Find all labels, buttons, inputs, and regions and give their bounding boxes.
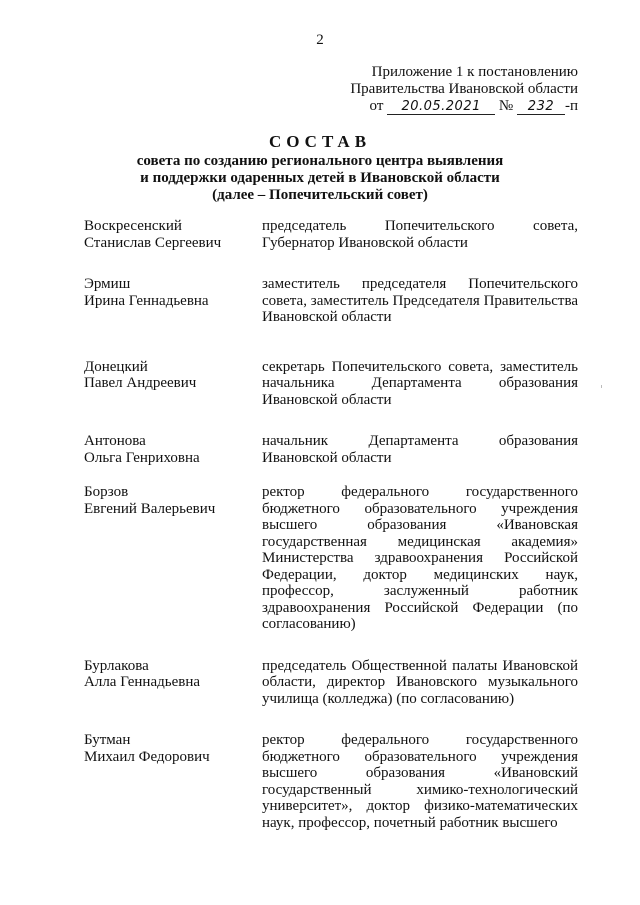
- decree-from-label: от: [369, 98, 384, 114]
- member-surname: Воскресенский: [84, 218, 182, 234]
- member-name: [84, 276, 262, 326]
- annex-block: [350, 64, 578, 115]
- page-number: 2: [316, 32, 324, 48]
- member-row: [84, 359, 578, 409]
- member-given-names: Алла Геннадьевна: [84, 674, 201, 690]
- decree-suffix: -п: [564, 98, 578, 114]
- scan-speck: [601, 385, 602, 388]
- member-name: [84, 484, 262, 633]
- decree-number-label: №: [498, 98, 514, 114]
- member-name: [84, 732, 262, 831]
- member-surname: Эрмиш: [84, 276, 131, 292]
- member-role: председатель Попечительского совета, Губернатор Ивановской области: [262, 218, 578, 251]
- decree-number: 232: [517, 100, 565, 115]
- members-list: [84, 218, 578, 831]
- member-role: заместитель председателя Попечительского совета, заместитель Председателя Правительства Ивановской области: [262, 276, 578, 325]
- member-role: ректор федерального государственного бюджетного образовательного учреждения высшего образования «Ивановский государственный химико-технологический университет», доктор физико-математических наук, профессор, почетный работник высшего: [262, 732, 578, 831]
- member-row: [84, 433, 578, 466]
- member-name: [84, 218, 262, 251]
- member-row: [84, 732, 578, 831]
- member-role: председатель Общественной палаты Ивановской области, директор Ивановского музыкального училища (колледжа) (по согласованию): [262, 657, 578, 707]
- member-name: [84, 658, 262, 708]
- member-row: [84, 218, 578, 251]
- member-row: [84, 276, 578, 326]
- decree-date: 20.05.2021: [387, 100, 495, 115]
- member-given-names: Станислав Сергеевич: [84, 234, 222, 251]
- member-surname: Борзов: [84, 484, 129, 500]
- title-heading: СОСТАВ: [268, 132, 372, 151]
- member-given-names: Ирина Геннадьевна: [84, 292, 209, 309]
- title-line-1: совета по созданию регионального центра выявления: [136, 153, 504, 169]
- member-given-names: Ольга Генриховна: [84, 449, 200, 466]
- annex-issuer: Правительства Ивановской области: [350, 81, 578, 97]
- title-line-3: (далее – Попечительский совет): [212, 187, 428, 203]
- member-role: начальник Департамента образования Ивановской области: [262, 433, 578, 466]
- member-name: [84, 433, 262, 466]
- member-given-names: Михаил Федорович: [84, 748, 210, 765]
- member-surname: Бурлакова: [84, 657, 149, 674]
- title-line-2: и поддержки одаренных детей в Ивановской области: [140, 170, 500, 186]
- decree-line: [350, 98, 578, 115]
- member-surname: Антонова: [84, 433, 146, 449]
- document-title: [0, 132, 640, 204]
- member-surname: Донецкий: [84, 358, 148, 375]
- member-name: [84, 359, 262, 409]
- member-given-names: Евгений Валерьевич: [84, 500, 216, 517]
- member-row: [84, 658, 578, 708]
- member-role: секретарь Попечительского совета, заместитель начальника Департамента образования Ивановской области: [262, 358, 578, 408]
- member-role: ректор федерального государственного бюджетного образовательного учреждения высшего образования «Ивановская государственная медицинская академия» Министерства здравоохранения Российской Федерации, доктор медицинских наук, профессор, заслуженный работник здравоохранения Российской Федерации (по согласованию): [262, 484, 578, 632]
- member-row: [84, 484, 578, 633]
- annex-title: Приложение 1 к постановлению: [371, 64, 578, 80]
- member-given-names: Павел Андреевич: [84, 375, 197, 391]
- member-surname: Бутман: [84, 732, 131, 748]
